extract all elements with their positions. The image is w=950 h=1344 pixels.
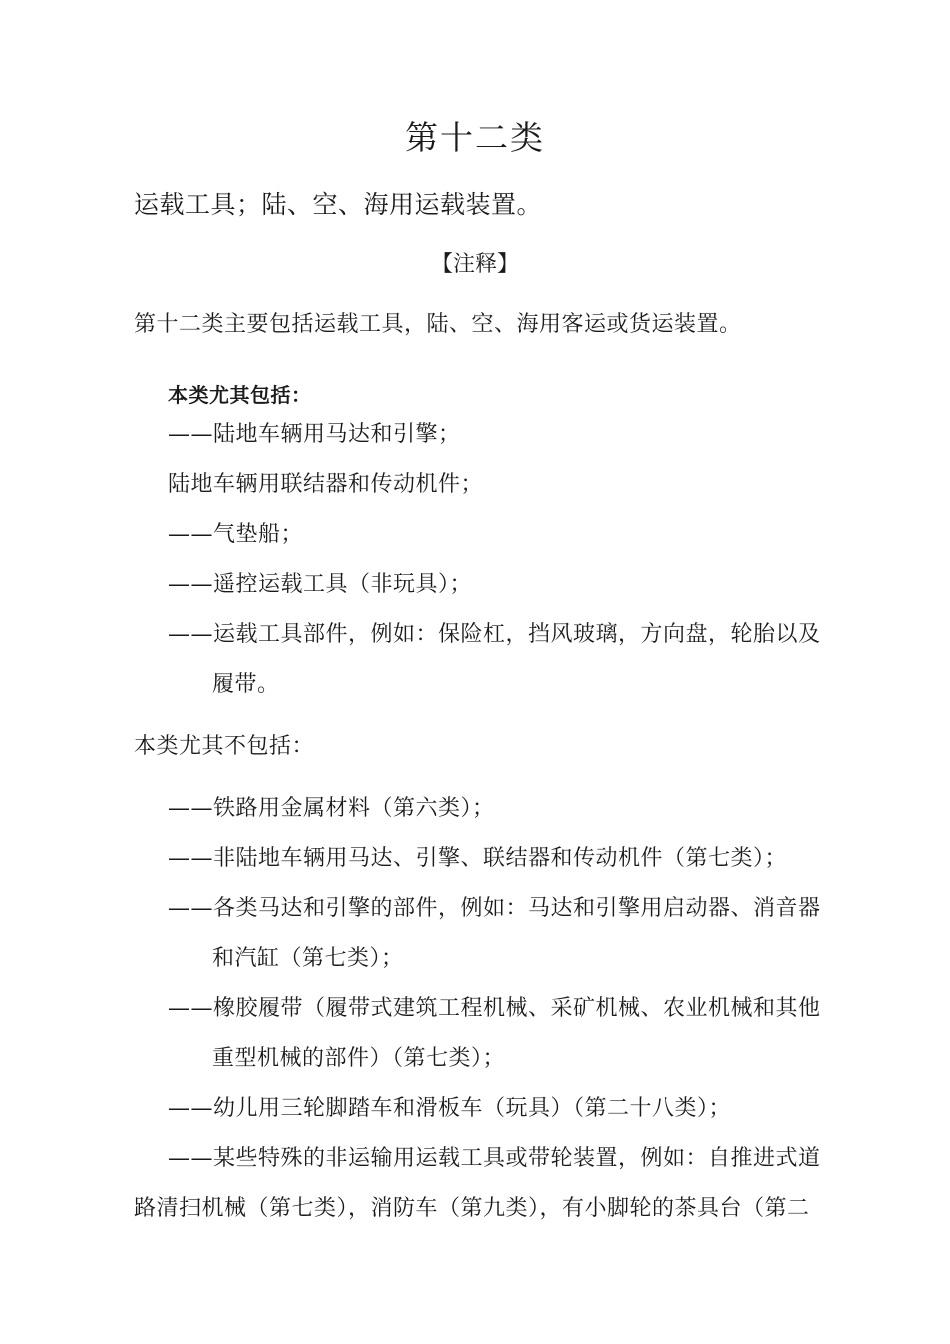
page-title: 第十二类 — [405, 118, 545, 157]
includes-item: ——陆地车辆用马达和引擎； — [168, 422, 461, 447]
excludes-item: ——橡胶履带（履带式建筑工程机械、采矿机械、农业机械和其他 — [168, 996, 821, 1021]
excludes-item-continued: 路清扫机械（第七类），消防车（第九类），有小脚轮的茶具台（第二 — [134, 1196, 810, 1221]
excludes-item: ——非陆地车辆用马达、引擎、联结器和传动机件（第七类）； — [168, 846, 788, 871]
class-subtitle: 运载工具；陆、空、海用运载装置。 — [134, 190, 543, 219]
includes-item: ——气垫船； — [168, 522, 304, 547]
excludes-item: ——幼儿用三轮脚踏车和滑板车（玩具）（第二十八类）； — [168, 1096, 732, 1121]
includes-heading: 本类尤其包括： — [168, 383, 312, 407]
includes-item: ——运载工具部件，例如：保险杠，挡风玻璃，方向盘，轮胎以及 — [168, 622, 821, 647]
excludes-item: ——某些特殊的非运输用运载工具或带轮装置，例如：自推进式道 — [168, 1146, 821, 1171]
includes-item-continued: 履带。 — [212, 672, 280, 697]
excludes-heading: 本类尤其不包括： — [134, 734, 315, 759]
excludes-item-continued: 和汽缸（第七类）； — [212, 946, 404, 971]
includes-item: 陆地车辆用联结器和传动机件； — [168, 472, 484, 497]
excludes-item: ——各类马达和引擎的部件，例如：马达和引擎用启动器、消音器 — [168, 896, 821, 921]
excludes-item-continued: 重型机械的部件）（第七类）； — [212, 1046, 506, 1071]
note-heading: 【注释】 — [430, 252, 519, 277]
includes-item: ——遥控运载工具（非玩具）； — [168, 572, 473, 597]
intro-paragraph: 第十二类主要包括运载工具，陆、空、海用客运或货运装置。 — [134, 312, 742, 337]
excludes-item: ——铁路用金属材料（第六类）； — [168, 796, 495, 821]
